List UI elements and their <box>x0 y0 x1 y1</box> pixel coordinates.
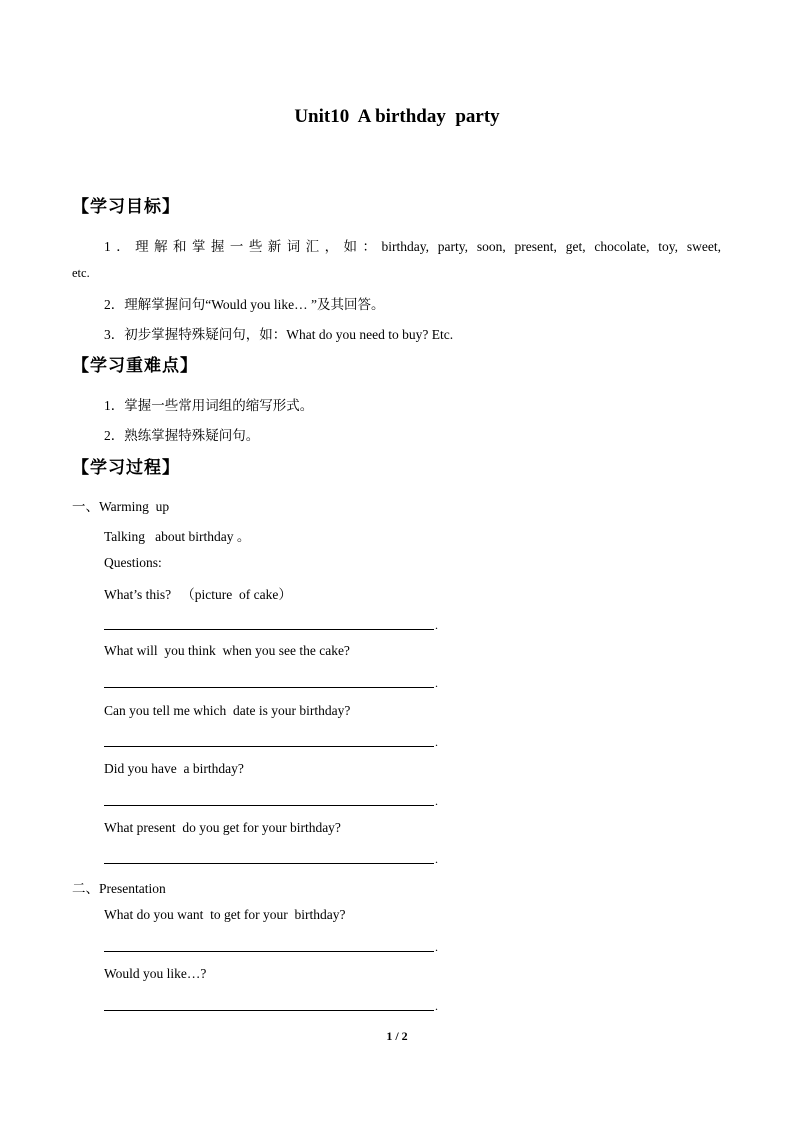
part2-title: 二、Presentation <box>72 881 166 896</box>
answer-period: . <box>435 852 438 866</box>
answer-line-2[interactable] <box>104 673 438 690</box>
document-title: Unit10 A birthday party <box>294 106 500 127</box>
answer-period: . <box>435 735 438 749</box>
answer-period: . <box>435 999 438 1013</box>
part1-questions-label: Questions: <box>104 555 162 570</box>
answer-line-6[interactable] <box>104 937 438 954</box>
goals-item-2: 2．理解掌握问句“Would you like… ”及其回答。 <box>104 297 385 312</box>
answer-line-3[interactable] <box>104 732 438 749</box>
answer-period: . <box>435 618 438 632</box>
goals-heading: 【学习目标】 <box>72 197 180 216</box>
process-heading: 【学习过程】 <box>72 458 180 477</box>
page-number: 1 / 2 <box>386 1029 408 1043</box>
part1-intro: Talking about birthday 。 <box>104 529 251 544</box>
question-6: What do you want to get for your birthday? <box>104 907 346 922</box>
goals-item-1-continuation: etc. <box>72 266 90 280</box>
question-5: What present do you get for your birthday? <box>104 820 341 835</box>
difficulties-item-1: 1．掌握一些常用词组的缩写形式。 <box>104 398 314 413</box>
question-4: Did you have a birthday? <box>104 761 244 776</box>
answer-line-7[interactable] <box>104 996 438 1013</box>
question-3: Can you tell me which date is your birthday? <box>104 703 351 718</box>
answer-period: . <box>435 676 438 690</box>
question-7: Would you like…? <box>104 966 207 981</box>
difficulties-item-2: 2．熟练掌握特殊疑问句。 <box>104 428 260 443</box>
answer-period: . <box>435 794 438 808</box>
difficulties-heading: 【学习重难点】 <box>72 356 198 375</box>
answer-line-4[interactable] <box>104 791 438 808</box>
part1-title: 一、Warming up <box>72 499 170 514</box>
goals-item-3: 3．初步掌握特殊疑问句，如：What do you need to buy? Etc. <box>104 327 454 342</box>
question-2: What will you think when you see the cake? <box>104 643 350 658</box>
question-1: What’s this? （picture of cake） <box>104 587 292 602</box>
answer-period: . <box>435 940 438 954</box>
goals-item-1: 1．理解和掌握一些新词汇，如：birthday, party, soon, present, get, chocolate, toy, sweet, <box>104 239 721 254</box>
answer-line-5[interactable] <box>104 849 438 866</box>
answer-line-1[interactable] <box>104 615 438 632</box>
